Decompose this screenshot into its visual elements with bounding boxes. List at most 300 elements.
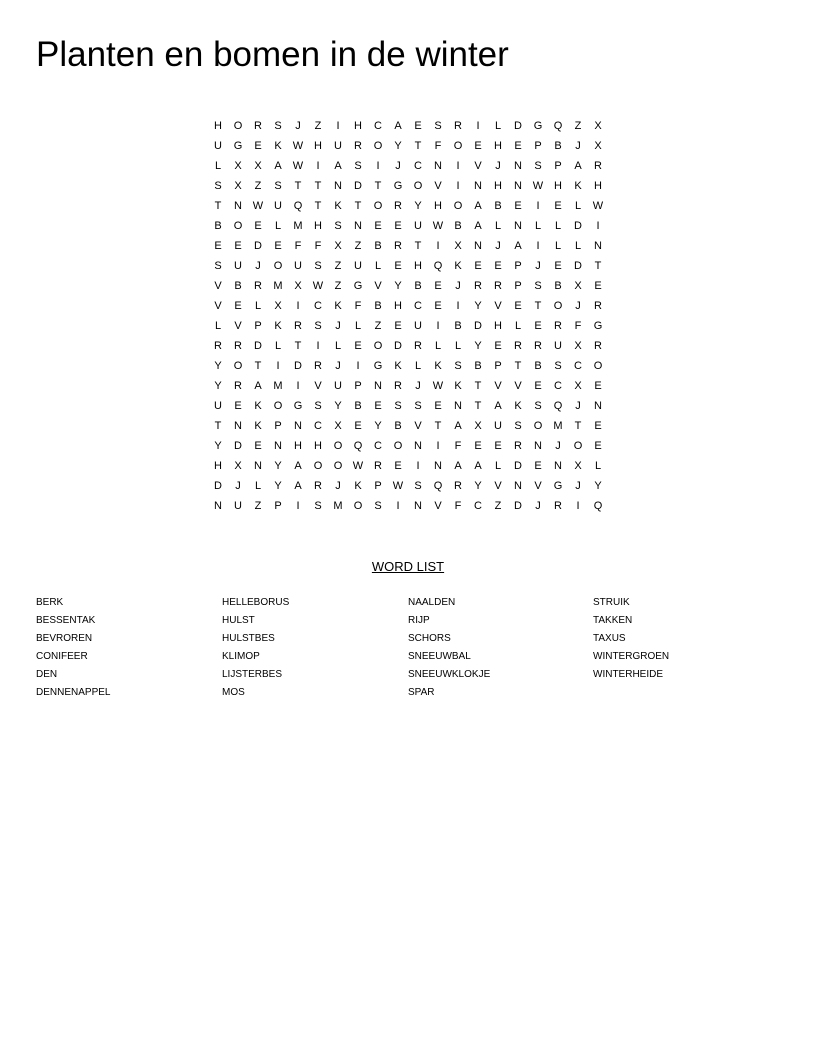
- grid-cell: E: [514, 200, 522, 212]
- grid-cell: X: [234, 160, 242, 172]
- grid-cell: O: [573, 440, 583, 452]
- word-list-item: BERK: [36, 597, 64, 608]
- grid-cell: U: [354, 260, 362, 272]
- grid-cell: E: [554, 200, 562, 212]
- grid-cell: R: [454, 480, 462, 492]
- grid-cell: D: [214, 480, 222, 492]
- grid-cell: B: [234, 280, 242, 292]
- grid-cell: L: [414, 360, 422, 372]
- grid-cell: V: [514, 380, 522, 392]
- grid-cell: O: [413, 180, 423, 192]
- grid-cell: Y: [474, 480, 482, 492]
- grid-cell: V: [214, 280, 222, 292]
- word-list-column: [408, 594, 588, 702]
- grid-cell: T: [254, 360, 262, 372]
- grid-cell: H: [554, 180, 562, 192]
- grid-cell: U: [334, 380, 342, 392]
- grid-cell: N: [514, 220, 522, 232]
- grid-cell: E: [434, 280, 442, 292]
- grid-cell: R: [594, 160, 602, 172]
- grid-cell: T: [374, 180, 382, 192]
- grid-cell: R: [594, 300, 602, 312]
- grid-cell: E: [354, 420, 362, 432]
- grid-cell: N: [274, 440, 282, 452]
- grid-cell: I: [456, 300, 460, 312]
- grid-cell: R: [374, 460, 382, 472]
- word-list-item: TAKKEN: [593, 615, 633, 626]
- grid-cell: W: [592, 200, 604, 212]
- grid-cell: L: [554, 220, 562, 232]
- grid-cell: C: [554, 380, 562, 392]
- grid-cell: R: [594, 340, 602, 352]
- grid-cell: Y: [394, 140, 402, 152]
- grid-cell: R: [394, 240, 402, 252]
- grid-cell: V: [314, 380, 322, 392]
- grid-cell: D: [514, 500, 522, 512]
- grid-cell: A: [294, 460, 302, 472]
- grid-cell: B: [554, 140, 562, 152]
- grid-cell: S: [414, 400, 422, 412]
- grid-cell: O: [393, 440, 403, 452]
- grid-cell: V: [534, 480, 542, 492]
- grid-cell: R: [314, 480, 322, 492]
- grid-cell: K: [334, 300, 342, 312]
- grid-cell: D: [394, 340, 402, 352]
- grid-cell: E: [354, 340, 362, 352]
- grid-cell: G: [233, 140, 243, 152]
- grid-cell: H: [594, 180, 602, 192]
- grid-cell: N: [514, 160, 522, 172]
- grid-cell: J: [255, 260, 261, 272]
- grid-cell: C: [414, 160, 422, 172]
- grid-cell: C: [314, 300, 322, 312]
- grid-cell: Q: [293, 200, 303, 212]
- grid-cell: D: [574, 220, 582, 232]
- grid-cell: O: [453, 200, 463, 212]
- grid-cell: A: [474, 200, 482, 212]
- grid-cell: K: [254, 420, 262, 432]
- grid-cell: V: [494, 380, 502, 392]
- grid-cell: I: [456, 180, 460, 192]
- grid-cell: F: [454, 440, 462, 452]
- grid-cell: A: [454, 460, 462, 472]
- grid-cell: P: [374, 480, 382, 492]
- grid-cell: N: [254, 460, 262, 472]
- grid-cell: Z: [574, 120, 582, 132]
- grid-cell: S: [554, 360, 562, 372]
- grid-cell: C: [474, 500, 482, 512]
- grid-cell: T: [574, 420, 582, 432]
- grid-cell: J: [495, 240, 501, 252]
- grid-cell: R: [354, 140, 362, 152]
- grid-cell: J: [555, 440, 561, 452]
- grid-cell: D: [474, 320, 482, 332]
- grid-cell: B: [414, 280, 422, 292]
- grid-cell: L: [574, 240, 582, 252]
- grid-cell: E: [234, 300, 242, 312]
- grid-cell: D: [514, 460, 522, 472]
- grid-cell: U: [234, 500, 242, 512]
- grid-cell: A: [294, 480, 302, 492]
- grid-cell: S: [374, 500, 382, 512]
- grid-cell: Z: [334, 260, 342, 272]
- grid-cell: R: [394, 200, 402, 212]
- grid-cell: S: [454, 360, 462, 372]
- grid-cell: S: [414, 480, 422, 492]
- grid-cell: Q: [433, 260, 443, 272]
- grid-cell: T: [414, 240, 422, 252]
- grid-cell: L: [514, 320, 522, 332]
- grid-cell: X: [234, 180, 242, 192]
- grid-cell: P: [514, 260, 522, 272]
- grid-cell: V: [434, 180, 442, 192]
- grid-cell: B: [494, 200, 502, 212]
- grid-cell: G: [293, 400, 303, 412]
- word-list-item: DEN: [36, 669, 58, 680]
- grid-cell: R: [314, 360, 322, 372]
- grid-cell: O: [353, 500, 363, 512]
- word-list-item: DENNENAPPEL: [36, 687, 111, 698]
- grid-cell: C: [374, 120, 382, 132]
- word-search-grid: [208, 116, 608, 516]
- grid-cell: Q: [553, 120, 563, 132]
- word-list-item: NAALDEN: [408, 597, 456, 608]
- grid-cell: J: [335, 320, 341, 332]
- grid-cell: Z: [314, 120, 322, 132]
- grid-cell: P: [514, 280, 522, 292]
- grid-cell: A: [474, 460, 482, 472]
- page-title: Planten en bomen in de winter: [36, 35, 509, 74]
- grid-cell: E: [534, 380, 542, 392]
- grid-cell: F: [294, 240, 302, 252]
- grid-cell: B: [374, 240, 382, 252]
- word-list-item: HELLEBORUS: [222, 597, 290, 608]
- grid-cell: Y: [274, 480, 282, 492]
- grid-cell: J: [535, 260, 541, 272]
- word-list-item: KLIMOP: [222, 651, 260, 662]
- grid-cell: X: [594, 120, 602, 132]
- grid-cell: A: [574, 160, 582, 172]
- grid-cell: N: [294, 420, 302, 432]
- grid-cell: H: [434, 200, 442, 212]
- grid-cell: E: [554, 260, 562, 272]
- grid-cell: E: [434, 300, 442, 312]
- grid-cell: R: [474, 280, 482, 292]
- grid-cell: X: [574, 460, 582, 472]
- grid-cell: R: [234, 380, 242, 392]
- grid-cell: I: [336, 120, 340, 132]
- grid-cell: N: [414, 440, 422, 452]
- grid-cell: C: [414, 300, 422, 312]
- grid-cell: L: [214, 160, 222, 172]
- grid-cell: L: [554, 240, 562, 252]
- grid-cell: N: [554, 460, 562, 472]
- grid-cell: E: [534, 460, 542, 472]
- word-list-item: LIJSTERBES: [222, 669, 283, 680]
- grid-cell: L: [254, 300, 262, 312]
- grid-cell: S: [534, 160, 542, 172]
- grid-cell: T: [214, 420, 222, 432]
- grid-cell: S: [314, 500, 322, 512]
- grid-cell: Z: [354, 240, 362, 252]
- grid-cell: I: [476, 120, 480, 132]
- grid-cell: O: [533, 420, 543, 432]
- grid-cell: E: [494, 440, 502, 452]
- grid-cell: K: [274, 320, 282, 332]
- grid-cell: W: [352, 460, 364, 472]
- grid-cell: R: [554, 320, 562, 332]
- grid-cell: Q: [433, 480, 443, 492]
- grid-cell: C: [314, 420, 322, 432]
- grid-cell: G: [533, 120, 543, 132]
- grid-cell: I: [576, 500, 580, 512]
- grid-cell: D: [234, 440, 242, 452]
- grid-cell: P: [274, 420, 282, 432]
- grid-cell: F: [354, 300, 362, 312]
- grid-cell: O: [273, 260, 283, 272]
- grid-cell: S: [314, 320, 322, 332]
- grid-cell: V: [234, 320, 242, 332]
- grid-cell: I: [296, 500, 300, 512]
- grid-cell: E: [514, 300, 522, 312]
- word-list-item: HULSTBES: [222, 633, 275, 644]
- grid-cell: L: [374, 260, 382, 272]
- grid-cell: R: [554, 500, 562, 512]
- grid-cell: P: [274, 500, 282, 512]
- grid-cell: K: [274, 140, 282, 152]
- grid-cell: V: [434, 500, 442, 512]
- grid-cell: O: [233, 120, 243, 132]
- grid-cell: L: [454, 340, 462, 352]
- grid-cell: V: [494, 480, 502, 492]
- grid-cell: X: [574, 380, 582, 392]
- grid-cell: W: [312, 280, 324, 292]
- word-list-item: HULST: [222, 615, 255, 626]
- grid-cell: C: [374, 440, 382, 452]
- grid-cell: N: [354, 220, 362, 232]
- grid-cell: I: [296, 300, 300, 312]
- grid-cell: N: [234, 200, 242, 212]
- word-list-item: WINTERHEIDE: [593, 669, 663, 680]
- grid-cell: U: [274, 200, 282, 212]
- grid-cell: N: [374, 380, 382, 392]
- grid-cell: U: [294, 260, 302, 272]
- grid-cell: H: [414, 260, 422, 272]
- grid-cell: G: [553, 480, 563, 492]
- grid-cell: A: [394, 120, 402, 132]
- grid-cell: H: [314, 440, 322, 452]
- grid-cell: E: [474, 260, 482, 272]
- grid-cell: U: [414, 220, 422, 232]
- grid-cell: P: [254, 320, 262, 332]
- grid-cell: N: [334, 180, 342, 192]
- grid-cell: N: [474, 240, 482, 252]
- grid-cell: E: [394, 460, 402, 472]
- grid-cell: L: [354, 320, 362, 332]
- grid-cell: T: [534, 300, 542, 312]
- word-list-item: CONIFEER: [36, 651, 88, 662]
- grid-cell: W: [292, 140, 304, 152]
- grid-cell: H: [494, 180, 502, 192]
- grid-cell: K: [454, 260, 462, 272]
- grid-cell: B: [394, 420, 402, 432]
- grid-cell: Q: [353, 440, 363, 452]
- grid-cell: S: [354, 160, 362, 172]
- word-list-item: BEVROREN: [36, 633, 93, 644]
- grid-cell: E: [494, 260, 502, 272]
- grid-cell: E: [474, 440, 482, 452]
- grid-cell: T: [294, 340, 302, 352]
- grid-cell: V: [474, 160, 482, 172]
- grid-cell: O: [333, 440, 343, 452]
- grid-cell: O: [233, 360, 243, 372]
- grid-cell: G: [393, 180, 403, 192]
- grid-cell: Y: [594, 480, 602, 492]
- grid-cell: Y: [414, 200, 422, 212]
- grid-cell: N: [414, 500, 422, 512]
- word-list-item: STRUIK: [593, 597, 630, 608]
- grid-cell: A: [334, 160, 342, 172]
- grid-cell: N: [474, 180, 482, 192]
- grid-cell: J: [455, 280, 461, 292]
- grid-cell: J: [335, 360, 341, 372]
- grid-cell: N: [594, 240, 602, 252]
- grid-cell: W: [432, 220, 444, 232]
- grid-cell: L: [594, 460, 602, 472]
- grid-cell: J: [335, 480, 341, 492]
- grid-cell: R: [414, 340, 422, 352]
- grid-cell: I: [316, 160, 320, 172]
- grid-cell: I: [376, 160, 380, 172]
- grid-cell: Z: [254, 500, 262, 512]
- grid-cell: J: [535, 500, 541, 512]
- word-list-item: TAXUS: [593, 633, 626, 644]
- grid-cell: O: [373, 140, 383, 152]
- grid-cell: Q: [553, 400, 563, 412]
- grid-cell: O: [373, 340, 383, 352]
- grid-cell: T: [314, 200, 322, 212]
- word-list-column: [222, 594, 402, 702]
- grid-cell: E: [594, 440, 602, 452]
- grid-cell: I: [356, 360, 360, 372]
- grid-cell: X: [594, 140, 602, 152]
- grid-cell: B: [534, 360, 542, 372]
- grid-cell: H: [354, 120, 362, 132]
- grid-cell: S: [214, 180, 222, 192]
- grid-cell: E: [234, 240, 242, 252]
- grid-cell: N: [234, 420, 242, 432]
- grid-cell: S: [314, 400, 322, 412]
- grid-cell: H: [214, 120, 222, 132]
- grid-cell: P: [534, 140, 542, 152]
- grid-cell: J: [575, 480, 581, 492]
- grid-cell: X: [574, 280, 582, 292]
- grid-cell: L: [434, 340, 442, 352]
- grid-cell: I: [276, 360, 280, 372]
- grid-cell: U: [334, 140, 342, 152]
- grid-cell: A: [494, 400, 502, 412]
- grid-cell: T: [214, 200, 222, 212]
- grid-cell: L: [534, 220, 542, 232]
- grid-cell: R: [294, 320, 302, 332]
- grid-cell: I: [396, 500, 400, 512]
- grid-cell: J: [575, 140, 581, 152]
- grid-cell: E: [374, 220, 382, 232]
- grid-cell: E: [374, 400, 382, 412]
- grid-cell: T: [474, 400, 482, 412]
- grid-cell: X: [334, 420, 342, 432]
- grid-cell: G: [593, 320, 603, 332]
- grid-cell: M: [273, 280, 283, 292]
- grid-cell: I: [436, 320, 440, 332]
- grid-cell: S: [274, 180, 282, 192]
- grid-cell: O: [453, 140, 463, 152]
- grid-cell: K: [394, 360, 402, 372]
- grid-cell: L: [334, 340, 342, 352]
- grid-cell: O: [273, 400, 283, 412]
- grid-cell: L: [494, 220, 502, 232]
- grid-cell: K: [514, 400, 522, 412]
- grid-cell: P: [554, 160, 562, 172]
- grid-cell: U: [214, 140, 222, 152]
- grid-cell: E: [214, 240, 222, 252]
- word-list-item: RIJP: [408, 615, 430, 626]
- grid-cell: I: [536, 240, 540, 252]
- grid-cell: K: [334, 200, 342, 212]
- grid-cell: W: [292, 160, 304, 172]
- grid-cell: T: [474, 380, 482, 392]
- grid-cell: L: [274, 340, 282, 352]
- grid-cell: J: [415, 380, 421, 392]
- grid-cell: S: [214, 260, 222, 272]
- grid-cell: S: [334, 220, 342, 232]
- grid-cell: Y: [394, 280, 402, 292]
- grid-cell: H: [494, 320, 502, 332]
- grid-cell: N: [434, 160, 442, 172]
- grid-cell: W: [252, 200, 264, 212]
- grid-cell: I: [436, 240, 440, 252]
- grid-cell: D: [354, 180, 362, 192]
- grid-cell: A: [454, 420, 462, 432]
- grid-cell: W: [392, 480, 404, 492]
- grid-cell: R: [254, 120, 262, 132]
- grid-cell: U: [214, 400, 222, 412]
- grid-cell: X: [274, 300, 282, 312]
- grid-cell: E: [254, 440, 262, 452]
- grid-cell: Z: [494, 500, 502, 512]
- grid-cell: E: [254, 140, 262, 152]
- grid-cell: J: [295, 120, 301, 132]
- grid-cell: I: [436, 440, 440, 452]
- grid-cell: Y: [474, 300, 482, 312]
- grid-cell: I: [456, 160, 460, 172]
- grid-cell: J: [575, 400, 581, 412]
- grid-cell: A: [514, 240, 522, 252]
- grid-cell: R: [454, 120, 462, 132]
- grid-cell: L: [574, 200, 582, 212]
- grid-cell: Y: [334, 400, 342, 412]
- grid-cell: W: [432, 380, 444, 392]
- grid-cell: E: [594, 280, 602, 292]
- word-list-column: [593, 594, 773, 684]
- word-list-item: SPAR: [408, 687, 435, 698]
- grid-cell: B: [354, 400, 362, 412]
- grid-cell: N: [454, 400, 462, 412]
- grid-cell: Y: [374, 420, 382, 432]
- grid-cell: O: [593, 360, 603, 372]
- grid-cell: B: [454, 320, 462, 332]
- grid-cell: G: [353, 280, 363, 292]
